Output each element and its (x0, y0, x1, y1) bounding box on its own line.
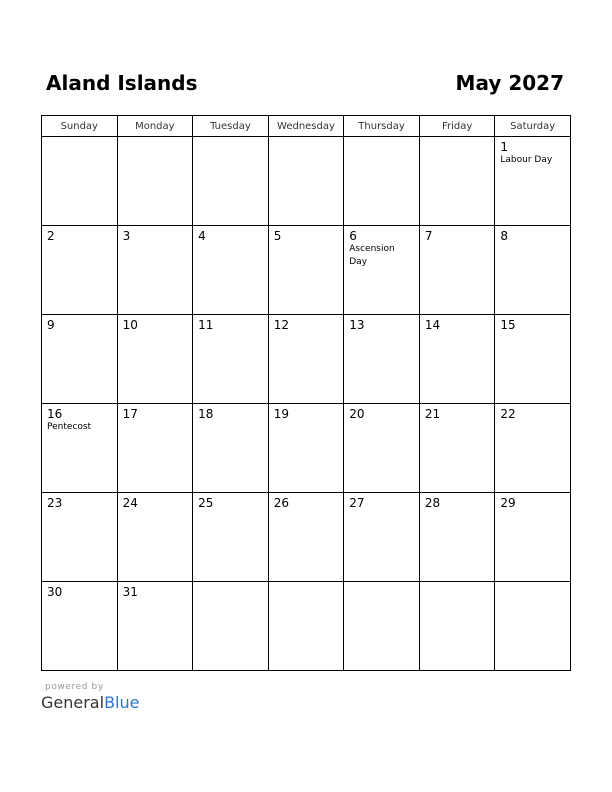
holiday-label: Ascension Day (349, 244, 395, 267)
brand-general-text: General (41, 693, 105, 712)
day-number: 19 (273, 407, 289, 421)
day-cell-content (269, 315, 344, 332)
day-cell-content (495, 493, 570, 510)
day-cell-content (269, 137, 344, 140)
day-cell[interactable] (419, 493, 495, 582)
month-year-title: May 2027 (455, 71, 564, 95)
day-cell-content (344, 404, 419, 421)
day-cell-content (344, 137, 419, 140)
day-cell-content (118, 582, 193, 599)
day-cell-content (118, 404, 193, 421)
day-cell-content (269, 493, 344, 510)
day-number: 31 (122, 585, 138, 599)
day-number: 10 (122, 318, 138, 332)
day-number: 25 (198, 496, 214, 510)
day-cell-content (495, 137, 570, 167)
week-row (42, 226, 571, 315)
day-cell-content (118, 315, 193, 332)
day-cell (419, 582, 495, 671)
day-cell[interactable] (42, 315, 118, 404)
weekday-thursday: Thursday (344, 116, 420, 137)
holiday-label: Pentecost (47, 422, 92, 432)
day-cell (193, 582, 269, 671)
day-cell[interactable] (268, 226, 344, 315)
day-cell[interactable] (193, 226, 269, 315)
day-cell[interactable] (117, 404, 193, 493)
day-number: 24 (122, 496, 138, 510)
day-cell[interactable] (419, 226, 495, 315)
day-cell-content (269, 404, 344, 421)
day-cell[interactable] (193, 404, 269, 493)
day-cell[interactable] (117, 493, 193, 582)
day-number: 21 (424, 407, 441, 421)
weekday-friday: Friday (419, 116, 495, 137)
day-number: 27 (349, 496, 365, 510)
day-number: 4 (198, 229, 206, 243)
day-cell-content (495, 404, 570, 421)
day-cell (344, 137, 420, 226)
week-row (42, 582, 571, 671)
day-cell[interactable] (495, 137, 571, 226)
day-number: 1 (500, 140, 509, 154)
day-number: 23 (47, 496, 63, 510)
day-cell[interactable] (193, 315, 269, 404)
day-number: 9 (47, 318, 55, 332)
day-number: 20 (349, 407, 365, 421)
day-cell-content (193, 404, 268, 421)
day-cell-content (420, 404, 495, 421)
day-cell[interactable] (495, 404, 571, 493)
day-cell[interactable] (268, 493, 344, 582)
week-row (42, 404, 571, 493)
day-cell-content (495, 582, 570, 585)
day-cell[interactable] (344, 404, 420, 493)
day-cell-content (193, 493, 268, 510)
day-cell-content (420, 137, 495, 140)
day-cell[interactable] (419, 315, 495, 404)
day-cell[interactable] (268, 404, 344, 493)
calendar-grid (41, 115, 571, 671)
day-cell-content (420, 315, 495, 332)
day-cell-content (193, 137, 268, 140)
day-cell[interactable] (117, 315, 193, 404)
day-cell[interactable] (42, 404, 118, 493)
holiday-label: Labour Day (500, 155, 553, 165)
day-cell-content (42, 404, 117, 434)
day-cell-content (344, 493, 419, 510)
day-number: 5 (273, 229, 282, 243)
day-number: 22 (500, 407, 516, 421)
day-cell[interactable] (42, 493, 118, 582)
day-cell-content (118, 137, 193, 140)
day-cell[interactable] (495, 315, 571, 404)
day-number: 26 (273, 496, 289, 510)
day-cell[interactable] (117, 582, 193, 671)
day-cell[interactable] (193, 493, 269, 582)
day-number: 2 (47, 229, 55, 243)
week-row (42, 493, 571, 582)
day-cell (42, 137, 118, 226)
day-cell (268, 582, 344, 671)
day-number: 28 (424, 496, 441, 510)
day-number: 8 (500, 229, 509, 243)
day-number: 18 (198, 407, 214, 421)
day-cell-content (420, 226, 495, 243)
day-number: 15 (500, 318, 516, 332)
day-number: 17 (122, 407, 138, 421)
day-number: 7 (424, 229, 433, 243)
day-cell (268, 137, 344, 226)
weekday-monday: Monday (117, 116, 193, 137)
day-cell (344, 582, 420, 671)
day-cell (117, 137, 193, 226)
day-cell (193, 137, 269, 226)
day-cell[interactable] (268, 315, 344, 404)
day-number: 16 (47, 407, 63, 421)
day-number: 29 (500, 496, 516, 510)
day-number: 6 (349, 229, 357, 243)
day-cell-content (495, 226, 570, 243)
day-cell-content (42, 493, 117, 510)
day-cell-content (344, 582, 419, 585)
day-number: 13 (349, 318, 365, 332)
weekday-tuesday: Tuesday (193, 116, 269, 137)
powered-by-label: powered by (45, 682, 104, 692)
weekday-sunday: Sunday (42, 116, 118, 137)
day-cell[interactable] (344, 315, 420, 404)
day-cell-content (42, 315, 117, 332)
day-cell-content (118, 226, 193, 243)
day-number: 3 (122, 229, 131, 243)
day-cell (495, 582, 571, 671)
day-cell[interactable] (344, 493, 420, 582)
day-cell[interactable] (344, 226, 420, 315)
day-cell-content (193, 315, 268, 332)
day-cell-content (269, 582, 344, 585)
day-cell-content (269, 226, 344, 243)
day-cell-content (193, 226, 268, 243)
week-row (42, 315, 571, 404)
weekday-header-row (42, 116, 571, 137)
day-number: 14 (424, 318, 441, 332)
day-cell-content (344, 315, 419, 332)
day-cell-content (42, 226, 117, 243)
day-cell[interactable] (42, 582, 118, 671)
day-cell[interactable] (117, 226, 193, 315)
day-cell-content (495, 315, 570, 332)
weekday-wednesday: Wednesday (268, 116, 344, 137)
weekday-saturday: Saturday (495, 116, 571, 137)
week-row (42, 137, 571, 226)
day-cell-content (344, 226, 419, 269)
day-cell[interactable] (495, 226, 571, 315)
day-number: 11 (198, 318, 214, 332)
day-cell-content (193, 582, 268, 585)
day-cell-content (42, 582, 117, 599)
day-cell-content (420, 582, 495, 585)
day-number: 12 (273, 318, 289, 332)
day-cell (419, 137, 495, 226)
region-title: Aland Islands (46, 71, 198, 95)
day-cell[interactable] (419, 404, 495, 493)
brand-logo[interactable] (41, 693, 139, 712)
day-cell[interactable] (495, 493, 571, 582)
day-cell[interactable] (42, 226, 118, 315)
day-cell-content (42, 137, 117, 140)
day-cell-content (118, 493, 193, 510)
day-cell-content (420, 493, 495, 510)
day-number: 30 (47, 585, 63, 599)
brand-blue-text: Blue (104, 693, 140, 712)
